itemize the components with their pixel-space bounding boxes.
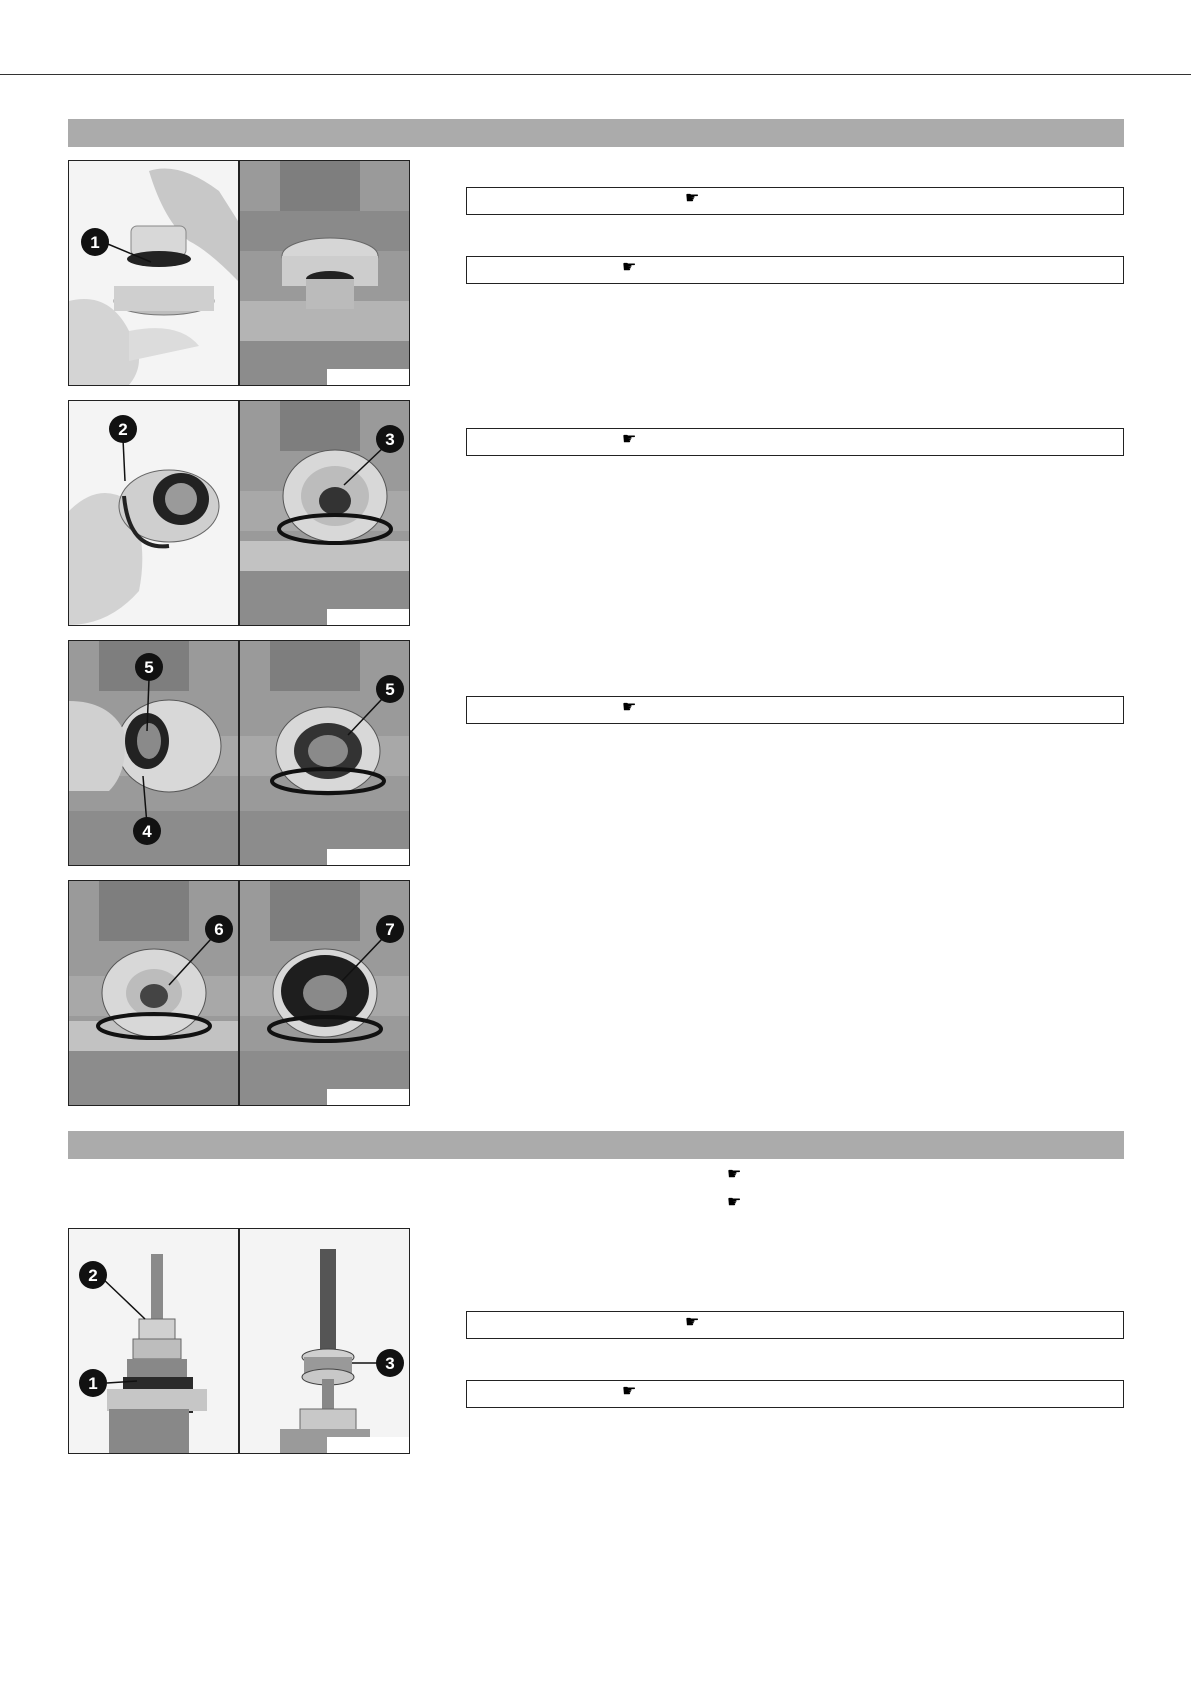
photo-2a: [69, 401, 238, 625]
reference-box: [466, 1380, 1124, 1408]
callout-3: 3: [385, 430, 395, 449]
reference-box: [466, 187, 1124, 215]
photo-5b: [240, 1229, 409, 1453]
callout-7: 7: [385, 920, 395, 939]
callout-1: 1: [88, 1374, 98, 1393]
reference-box: [466, 696, 1124, 724]
callout-4: 4: [142, 822, 152, 841]
figure-label: [327, 1089, 409, 1105]
photo-1b: [240, 161, 409, 385]
figure-label: [327, 369, 409, 385]
pointing-hand-icon: ☛: [622, 699, 637, 716]
photo-pair-5: [68, 1228, 410, 1454]
pointing-hand-icon: ☛: [685, 1314, 700, 1331]
photo-pair-4: [68, 880, 410, 1106]
reference-box: [466, 428, 1124, 456]
pointing-hand-icon: ☛: [622, 1383, 637, 1400]
pointing-hand-icon: ☛: [685, 190, 700, 207]
callout-5: 5: [144, 658, 154, 677]
callout-5: 5: [385, 680, 395, 699]
photo-4a: [69, 881, 238, 1105]
callout-6: 6: [214, 920, 224, 939]
figure-label: [327, 1437, 409, 1453]
callout-3: 3: [385, 1354, 395, 1373]
photo-3a: [69, 641, 238, 865]
pointing-hand-icon: ☛: [727, 1166, 742, 1183]
reference-box: [466, 256, 1124, 284]
header-rule: [0, 74, 1191, 75]
photo-2b: [240, 401, 409, 625]
photo-3b: [240, 641, 409, 865]
photo-1a: [69, 161, 238, 385]
section-bar-2: [68, 1131, 1124, 1159]
photo-pair-2: [68, 400, 410, 626]
figure-label: [327, 849, 409, 865]
figure-label: [327, 609, 409, 625]
photo-pair-1: [68, 160, 410, 386]
photo-4b: [240, 881, 409, 1105]
section-bar-1: [68, 119, 1124, 147]
pointing-hand-icon: ☛: [622, 431, 637, 448]
callout-1: 1: [90, 233, 100, 252]
photo-5a: [69, 1229, 238, 1453]
photo-pair-3: [68, 640, 410, 866]
callout-2: 2: [88, 1266, 98, 1285]
callout-2: 2: [118, 420, 128, 439]
reference-box: [466, 1311, 1124, 1339]
pointing-hand-icon: ☛: [727, 1194, 742, 1211]
pointing-hand-icon: ☛: [622, 259, 637, 276]
